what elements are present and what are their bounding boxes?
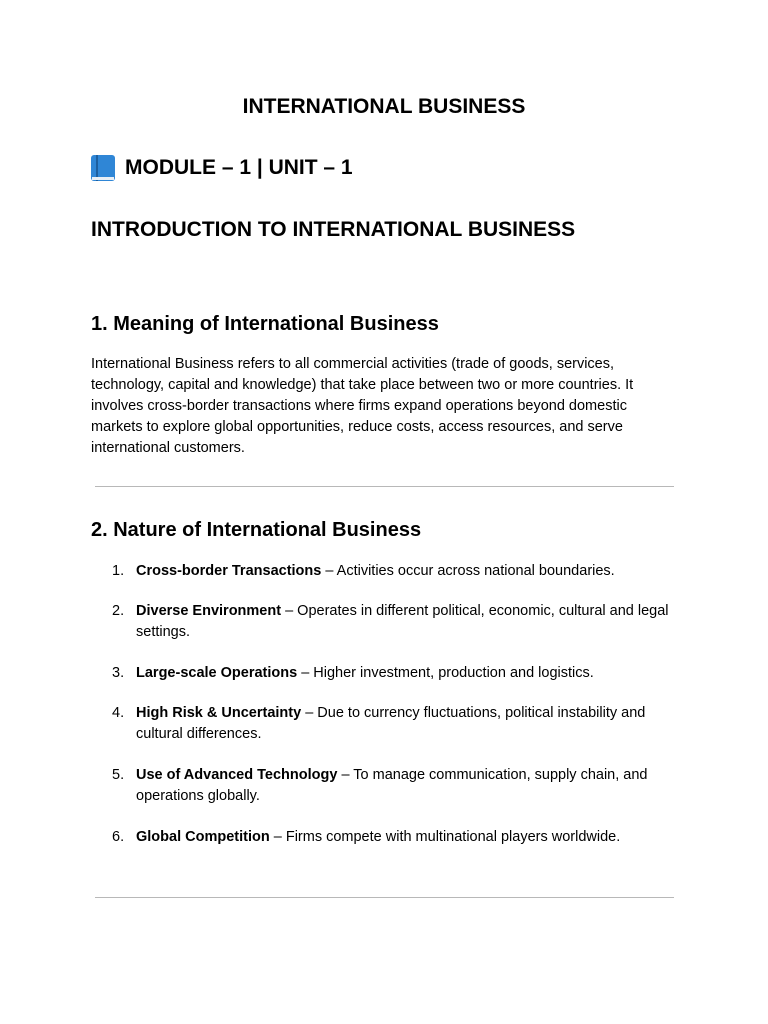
module-heading-text: MODULE – 1 | UNIT – 1 [125,156,353,179]
document-title: INTERNATIONAL BUSINESS [242,95,526,118]
list-item-description: – Activities occur across national boundaries. [321,563,615,579]
list-item-term: Global Competition [136,829,270,845]
section-divider [95,486,674,487]
list-item-term: High Risk & Uncertainty [136,705,302,721]
section-2-heading: 2. Nature of International Business [91,519,422,541]
section-1-heading: 1. Meaning of International Business [91,313,439,335]
list-item-term: Use of Advanced Technology [136,767,338,783]
intro-heading: INTRODUCTION TO INTERNATIONAL BUSINESS [91,218,576,241]
list-item [91,601,681,643]
list-item-number: 3. [112,665,125,681]
list-item-description: – Operates in different political, economic, cultural and legal settings. [136,603,669,640]
list-item-description: – To manage communication, supply chain, and operations globally. [136,767,648,804]
list-item-description: – Firms compete with multinational players worldwide. [269,829,621,845]
list-item [91,765,681,807]
list-item-description: – Higher investment, production and logistics. [297,665,594,681]
blue-book-icon [91,155,115,181]
list-item-number: 4. [112,705,125,721]
list-item-number: 6. [112,829,125,845]
module-heading [91,154,353,182]
list-item-number: 1. [112,563,125,579]
list-item-description: – Due to currency fluctuations, political instability and cultural differences. [136,705,646,742]
list-item-term: Large-scale Operations [136,665,298,681]
list-item [91,703,681,745]
meaning-paragraph: International Business refers to all commercial activities (trade of goods, services, technology, capital and knowledge) that take place between two or more countries. It involves cross-border transactions where firms expand operations beyond domestic markets to explore global opportunities, reduce costs, access resources, and serve international customers. [91,356,634,456]
list-item-number: 2. [112,603,125,619]
list-item-term: Diverse Environment [136,603,282,619]
list-item [91,827,681,848]
list-item [91,561,681,582]
nature-list [91,561,681,867]
section-divider [95,897,674,898]
list-item [91,663,681,684]
list-item-term: Cross-border Transactions [136,563,322,579]
list-item-number: 5. [112,767,125,783]
